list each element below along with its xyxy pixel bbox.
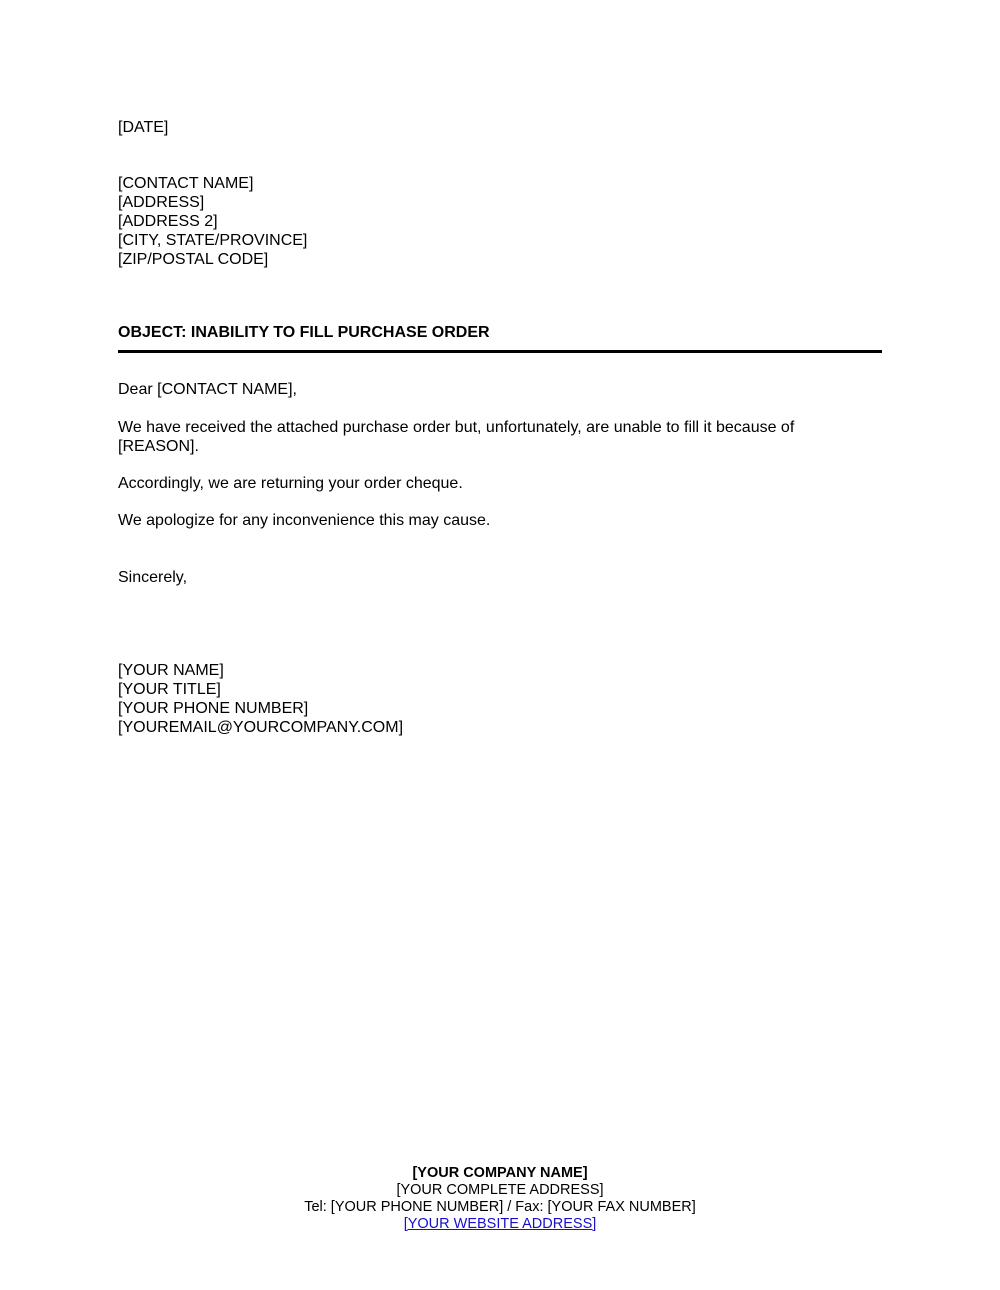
- footer-address: [YOUR COMPLETE ADDRESS]: [396, 1182, 604, 1198]
- letter-date: [DATE]: [118, 119, 169, 136]
- signature-name: [YOUR NAME]: [118, 662, 224, 679]
- letter-subject: OBJECT: INABILITY TO FILL PURCHASE ORDER: [118, 324, 490, 341]
- body-paragraph: We apologize for any inconvenience this may cause.: [118, 512, 491, 529]
- body-paragraph: Accordingly, we are returning your order cheque.: [118, 475, 463, 492]
- recipient-city-state: [CITY, STATE/PROVINCE]: [118, 232, 308, 249]
- recipient-name: [CONTACT NAME]: [118, 175, 254, 192]
- footer-website-link[interactable]: [YOUR WEBSITE ADDRESS]: [403, 1216, 597, 1232]
- signature-email: [YOUREMAIL@YOURCOMPANY.COM]: [118, 719, 404, 736]
- signature-block: [118, 661, 403, 737]
- body-paragraph: We have received the attached purchase order but, unfortunately, are unable to fill it because of [REASON].: [118, 419, 795, 455]
- letter-footer: [0, 1165, 1000, 1233]
- letter-greeting: Dear [CONTACT NAME],: [118, 381, 297, 398]
- signature-phone: [YOUR PHONE NUMBER]: [118, 700, 309, 717]
- recipient-address-block: [118, 174, 307, 269]
- signature-title: [YOUR TITLE]: [118, 681, 221, 698]
- letter-closing: Sincerely,: [118, 569, 188, 586]
- recipient-address: [ADDRESS]: [118, 194, 205, 211]
- footer-contact: Tel: [YOUR PHONE NUMBER] / Fax: [YOUR FAX NUMBER]: [304, 1199, 696, 1215]
- footer-company-name: [YOUR COMPANY NAME]: [412, 1165, 588, 1181]
- subject-divider: [118, 350, 882, 353]
- recipient-address-2: [ADDRESS 2]: [118, 213, 218, 230]
- recipient-zip: [ZIP/POSTAL CODE]: [118, 251, 269, 268]
